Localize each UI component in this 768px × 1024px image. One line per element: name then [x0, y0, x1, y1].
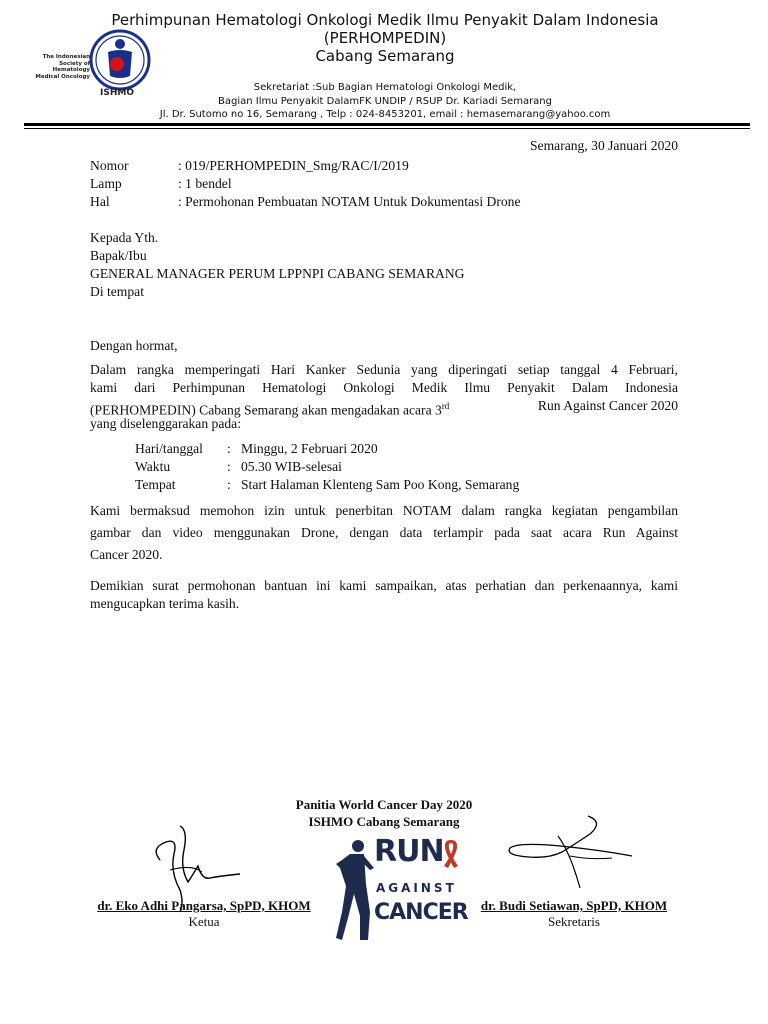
meta-row-lamp — [90, 175, 680, 193]
event-sep: : — [227, 477, 231, 492]
left-signatory-role: Ketua — [188, 914, 220, 929]
paragraph-line: mengucapkan terima kasih. — [90, 596, 240, 611]
department-line: Bagian Ilmu Penyakit DalamFK UNDIP / RSUP Dr. Kariadi Semarang — [218, 96, 552, 107]
paragraph-line: kami dari Perhimpunan Hematologi Onkologi Medik Ilmu Penyakit Dalam Indonesia — [90, 380, 678, 395]
committee-heading — [234, 796, 534, 830]
meta-value: : 019/PERHOMPEDIN_Smg/RAC/I/2019 — [178, 158, 409, 173]
meta-label: Nomor — [90, 158, 129, 173]
event-row-place — [135, 476, 675, 494]
recipient-block — [90, 229, 680, 301]
event-details — [135, 440, 675, 494]
event-value: Start Halaman Klenteng Sam Poo Kong, Semarang — [241, 477, 520, 492]
event-value: 05.30 WIB-selesai — [241, 459, 342, 474]
secretariat-line: Sekretariat :Sub Bagian Hematologi Onkologi Medik, — [253, 82, 517, 93]
left-signatory-name: dr. Eko Adhi Pangarsa, SpPD, KHOM — [97, 898, 311, 913]
recipient-title: Bapak/Ibu — [90, 248, 147, 263]
paragraph-line: Kami bermaksud memohon izin untuk penerbitan NOTAM dalam rangka kegiatan pengambilan — [90, 503, 678, 518]
recipient-greeting: Kepada Yth. — [90, 230, 159, 245]
right-signatory — [470, 898, 678, 930]
paragraph-fragment: (PERHOMPEDIN) Cabang Semarang akan mengadakan acara 3rd — [90, 401, 450, 418]
event-value: Minggu, 2 Februari 2020 — [241, 441, 378, 456]
committee-branch: ISHMO Cabang Semarang — [308, 814, 460, 829]
letter-meta — [90, 157, 680, 211]
meta-row-nomor — [90, 157, 680, 175]
left-signatory — [86, 898, 322, 930]
runner-icon — [334, 838, 376, 942]
logo-word-run: RUN — [374, 834, 444, 869]
meta-label: Hal — [90, 194, 110, 209]
event-sep: : — [227, 459, 231, 474]
run-against-cancer-logo — [334, 834, 468, 946]
committee-name: Panitia World Cancer Day 2020 — [295, 797, 473, 812]
paragraph-intro — [90, 361, 678, 433]
logo-name: ISHMO — [100, 88, 134, 98]
logo-word-cancer: CANCER — [374, 900, 468, 925]
event-sep: : — [227, 441, 231, 456]
event-label: Tempat — [135, 477, 176, 492]
meta-row-hal — [90, 193, 680, 211]
paragraph-closing — [90, 577, 678, 613]
address-line: Jl. Dr. Sutomo no 16, Semarang , Telp : 024-8453201, email : hemasemarang@yahoo.com — [159, 109, 611, 120]
logo-caption: The Indonesian Society of Hematology Medical Oncology — [35, 54, 90, 80]
recipient-position: GENERAL MANAGER PERUM LPPNPI CABANG SEMARANG — [90, 266, 465, 281]
event-row-date — [135, 440, 675, 458]
right-signatory-role: Sekretaris — [548, 914, 600, 929]
meta-value: : Permohonan Pembuatan NOTAM Untuk Dokumentasi Drone — [178, 194, 521, 209]
paragraph-request — [90, 500, 678, 566]
cancer-ribbon-icon — [440, 838, 462, 870]
header-divider-thin — [24, 128, 750, 129]
meta-label: Lamp — [90, 176, 122, 191]
right-signature-icon — [500, 812, 640, 892]
paragraph-line: Demikian surat permohonan bantuan ini kami sampaikan, atas perhatian dan perkenaannya, kami — [90, 578, 678, 593]
paragraph-line — [90, 397, 678, 418]
recipient-place: Di tempat — [90, 284, 144, 299]
event-label: Hari/tanggal — [135, 441, 203, 456]
event-label: Waktu — [135, 459, 171, 474]
paragraph-line: gambar dan video menggunakan Drone, dengan data terlampir pada saat acara Run Against — [90, 525, 678, 540]
logo-word-against: AGAINST — [376, 881, 457, 895]
paragraph-line: Cancer 2020. — [90, 547, 163, 562]
paragraph-line: yang diselenggarakan pada: — [90, 416, 241, 431]
org-abbr: (PERHOMPEDIN) — [323, 29, 447, 47]
letter-date: Semarang, 30 Januari 2020 — [530, 138, 678, 153]
org-name: Perhimpunan Hematologi Onkologi Medik Ilmu Penyakit Dalam Indonesia — [111, 11, 659, 29]
meta-value: : 1 bendel — [178, 176, 232, 191]
org-branch: Cabang Semarang — [315, 47, 455, 65]
event-name: Run Against Cancer 2020 — [537, 398, 678, 413]
right-signatory-name: dr. Budi Setiawan, SpPD, KHOM — [480, 898, 668, 913]
event-row-time — [135, 458, 675, 476]
header-divider-thick — [24, 123, 750, 126]
salutation: Dengan hormat, — [90, 338, 178, 353]
paragraph-line: Dalam rangka memperingati Hari Kanker Sedunia yang diperingati setiap tanggal 4 Februari, — [90, 362, 678, 377]
